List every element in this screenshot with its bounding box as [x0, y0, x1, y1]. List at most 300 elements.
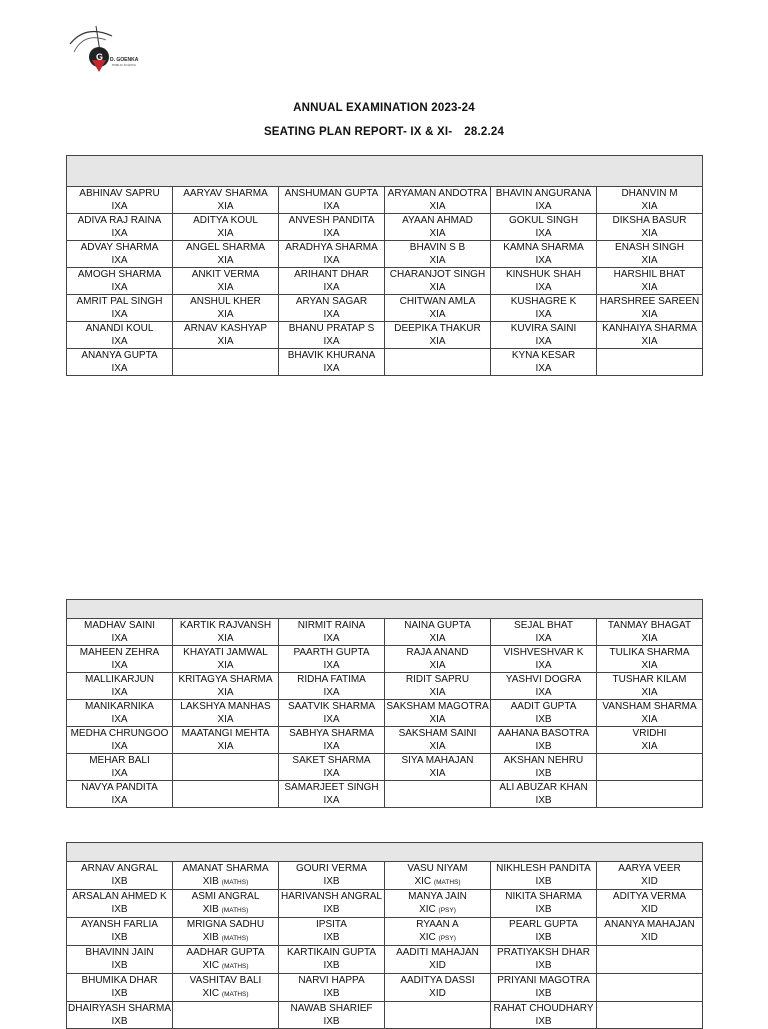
student-name: SAATVIK SHARMA	[287, 701, 376, 712]
table-row	[67, 214, 703, 241]
table-header-cell	[67, 600, 703, 619]
class-code: XIC	[202, 988, 220, 999]
student-name: PAARTH GUPTA	[293, 647, 370, 658]
seat-cell	[67, 781, 173, 808]
student-class	[279, 794, 384, 807]
table-header-row	[67, 156, 703, 187]
student-name: KAMNA SHARMA	[503, 242, 584, 253]
subject-tag: (PSY)	[438, 907, 456, 914]
seat-cell	[597, 268, 703, 295]
class-code: IXA	[111, 255, 128, 266]
student-name: ASMI ANGRAL	[191, 891, 260, 902]
seat-cell	[385, 322, 491, 349]
class-code: XIA	[217, 255, 234, 266]
student-class	[67, 200, 172, 213]
seat-cell	[279, 322, 385, 349]
seat-cell	[597, 322, 703, 349]
student-class	[67, 931, 172, 944]
seat-cell	[491, 974, 597, 1002]
class-code: IXA	[535, 201, 552, 212]
subject-tag: (MATHS)	[433, 879, 461, 886]
class-code: IXB	[111, 988, 128, 999]
subject-tag: (MATHS)	[221, 963, 249, 970]
class-code: XIA	[429, 336, 446, 347]
class-code: IXA	[323, 714, 340, 725]
student-name: DIKSHA BASUR	[612, 215, 687, 226]
table-row	[67, 781, 703, 808]
class-code: IXA	[111, 741, 128, 752]
student-class	[67, 308, 172, 321]
table-row	[67, 349, 703, 376]
class-code: IXB	[323, 960, 340, 971]
class-code: IXA	[111, 633, 128, 644]
class-code: XIA	[429, 201, 446, 212]
student-name: HARIVANSH ANGRAL	[281, 891, 382, 902]
seat-cell	[491, 619, 597, 646]
student-name: DHAIRYASH SHARMA	[68, 1003, 171, 1014]
class-code: XIA	[429, 282, 446, 293]
student-name: KARTIK RAJVANSH	[179, 620, 272, 631]
student-name: BHAVINN JAIN	[85, 947, 154, 958]
class-code: IXA	[323, 633, 340, 644]
student-class	[173, 875, 278, 889]
class-code: IXA	[323, 768, 340, 779]
student-class	[173, 959, 278, 973]
student-name: MADHAV SAINI	[84, 620, 155, 631]
class-code: IXB	[323, 904, 340, 915]
seating-table-3	[66, 842, 703, 1029]
seat-cell	[279, 727, 385, 754]
class-code: XIC	[202, 960, 220, 971]
student-class	[491, 931, 596, 944]
student-name: VISHVESHVAR K	[503, 647, 584, 658]
class-code: IXA	[323, 795, 340, 806]
student-name: MAHEEN ZEHRA	[79, 647, 160, 658]
class-code: XIA	[641, 714, 658, 725]
student-name: CHARANJOT SINGH	[389, 269, 486, 280]
class-code: XIC	[414, 876, 432, 887]
seat-cell	[173, 646, 279, 673]
student-class	[67, 686, 172, 699]
seat-cell	[279, 700, 385, 727]
student-class	[279, 931, 384, 944]
student-name: AMRIT PAL SINGH	[76, 296, 163, 307]
student-class	[279, 767, 384, 780]
student-class	[385, 903, 490, 917]
student-name: ANANYA GUPTA	[81, 350, 158, 361]
student-class	[491, 987, 596, 1000]
class-code: XIA	[429, 660, 446, 671]
student-name: NAWAB SHARIEF	[290, 1003, 373, 1014]
seat-cell	[491, 862, 597, 890]
student-class	[67, 227, 172, 240]
class-code: XID	[641, 876, 658, 887]
student-class	[279, 659, 384, 672]
student-class	[279, 987, 384, 1000]
class-code: XIA	[217, 660, 234, 671]
student-class	[597, 200, 702, 213]
class-code: IXB	[111, 960, 128, 971]
table-row	[67, 727, 703, 754]
table-row	[67, 187, 703, 214]
student-name: SABHYA SHARMA	[289, 728, 374, 739]
student-class	[597, 686, 702, 699]
seat-cell	[385, 946, 491, 974]
class-code: XIA	[641, 687, 658, 698]
student-name: DEEPIKA THAKUR	[394, 323, 481, 334]
seat-cell	[173, 349, 279, 376]
class-code: XIA	[429, 633, 446, 644]
class-code: XIA	[641, 741, 658, 752]
seat-cell	[491, 349, 597, 376]
student-class	[173, 308, 278, 321]
seat-cell	[491, 1002, 597, 1029]
class-code: XIA	[217, 741, 234, 752]
student-class	[597, 659, 702, 672]
seat-cell	[385, 918, 491, 946]
table-row	[67, 268, 703, 295]
table-row	[67, 754, 703, 781]
student-class	[279, 227, 384, 240]
class-code: IXA	[111, 768, 128, 779]
class-code: XIA	[217, 687, 234, 698]
student-class	[67, 362, 172, 375]
student-name: ANKIT VERMA	[191, 269, 260, 280]
class-code: IXB	[535, 714, 552, 725]
student-class	[385, 987, 490, 1000]
class-code: XIA	[217, 336, 234, 347]
student-class	[67, 281, 172, 294]
student-class	[385, 281, 490, 294]
svg-text:G: G	[96, 52, 104, 62]
student-name: ANSHUL KHER	[190, 296, 261, 307]
student-name: ARNAV KASHYAP	[184, 323, 267, 334]
student-name: SIYA MAHAJAN	[401, 755, 474, 766]
student-name: KYNA KESAR	[511, 350, 576, 361]
student-name: TUSHAR KILAM	[612, 674, 687, 685]
student-class	[67, 1015, 172, 1028]
class-code: IXA	[535, 309, 552, 320]
table-row	[67, 646, 703, 673]
class-code: IXA	[111, 201, 128, 212]
student-class	[67, 767, 172, 780]
student-class	[385, 713, 490, 726]
student-class	[597, 875, 702, 888]
class-code: XID	[429, 988, 446, 999]
student-class	[173, 200, 278, 213]
student-class	[279, 903, 384, 916]
student-name: ANANYA MAHAJAN	[604, 919, 695, 930]
student-name: KARTIKAIN GUPTA	[286, 947, 377, 958]
student-name: BHAVIN S B	[409, 242, 466, 253]
student-class	[597, 740, 702, 753]
seating-table-2	[66, 599, 703, 808]
seat-cell	[279, 214, 385, 241]
report-subtitle: SEATING PLAN REPORT- IX & XI-	[263, 126, 453, 138]
table-row	[67, 890, 703, 918]
seat-cell	[385, 187, 491, 214]
student-name: RYAAN A	[416, 919, 459, 930]
student-class	[385, 632, 490, 645]
student-name: MANIKARNIKA	[85, 701, 154, 712]
table-row	[67, 673, 703, 700]
student-name: VASHITAV BALI	[189, 975, 262, 986]
seat-cell	[67, 619, 173, 646]
student-name: BHANU PRATAP S	[288, 323, 375, 334]
student-class	[173, 254, 278, 267]
class-code: IXA	[111, 660, 128, 671]
student-class	[491, 281, 596, 294]
student-name: GOKUL SINGH	[508, 215, 579, 226]
class-code: IXA	[535, 633, 552, 644]
seat-cell	[67, 322, 173, 349]
class-code: IXA	[111, 795, 128, 806]
student-class	[279, 959, 384, 972]
seat-cell	[67, 918, 173, 946]
student-class	[67, 740, 172, 753]
table-row	[67, 918, 703, 946]
seat-cell	[491, 295, 597, 322]
student-class	[491, 767, 596, 780]
student-name: ARNAV ANGRAL	[80, 863, 159, 874]
student-class	[385, 227, 490, 240]
seat-cell	[597, 700, 703, 727]
student-class	[491, 794, 596, 807]
seat-cell	[67, 754, 173, 781]
student-class	[597, 713, 702, 726]
class-code: IXA	[323, 255, 340, 266]
seat-cell	[385, 673, 491, 700]
seat-cell	[597, 918, 703, 946]
student-class	[173, 659, 278, 672]
student-name: KUSHAGRE K	[510, 296, 577, 307]
student-class	[173, 335, 278, 348]
table-row	[67, 241, 703, 268]
class-code: IXA	[111, 714, 128, 725]
class-code: IXA	[535, 336, 552, 347]
seat-cell	[173, 727, 279, 754]
seat-cell	[173, 862, 279, 890]
student-name: RIDIT SAPRU	[405, 674, 470, 685]
student-class	[491, 362, 596, 375]
student-name: ENASH SINGH	[615, 242, 684, 253]
seat-cell	[173, 1002, 279, 1029]
student-name: SAMARJEET SINGH	[284, 782, 379, 793]
student-class	[491, 1015, 596, 1028]
class-code: XIA	[641, 336, 658, 347]
seat-cell	[173, 619, 279, 646]
table-row	[67, 619, 703, 646]
student-class	[279, 1015, 384, 1028]
student-name: ADVAY SHARMA	[80, 242, 159, 253]
seat-cell	[67, 1002, 173, 1029]
student-class	[597, 931, 702, 944]
seat-cell	[491, 918, 597, 946]
student-name: MRIGNA SADHU	[186, 919, 265, 930]
student-name: ALI ABUZAR KHAN	[499, 782, 588, 793]
seat-cell	[597, 727, 703, 754]
seat-cell	[173, 946, 279, 974]
class-code: IXB	[535, 1016, 552, 1027]
student-class	[597, 632, 702, 645]
student-name: PRATIYAKSH DHAR	[497, 947, 590, 958]
seat-cell	[173, 918, 279, 946]
student-name: AYANSH FARLIA	[81, 919, 158, 930]
subject-tag: (MATHS)	[221, 935, 249, 942]
student-name: MAATANGI MEHTA	[181, 728, 270, 739]
student-name: ARSALAN AHMED K	[72, 891, 167, 902]
seat-cell	[385, 268, 491, 295]
class-code: XIC	[419, 904, 436, 915]
svg-text:D. GOENKA: D. GOENKA	[110, 57, 139, 63]
student-name: DHANVIN M	[621, 188, 678, 199]
subject-tag: (MATHS)	[221, 991, 249, 998]
class-code: IXA	[111, 228, 128, 239]
seat-cell	[597, 241, 703, 268]
student-class	[491, 740, 596, 753]
student-name: KUVIRA SAINI	[510, 323, 577, 334]
student-class	[173, 281, 278, 294]
seat-cell	[173, 673, 279, 700]
seat-cell	[279, 890, 385, 918]
class-code: IXB	[535, 932, 552, 943]
student-class	[491, 335, 596, 348]
seating-table-1	[66, 155, 703, 376]
student-name: NIKITA SHARMA	[505, 891, 582, 902]
seat-cell	[385, 214, 491, 241]
class-code: IXA	[323, 201, 340, 212]
seat-cell	[173, 268, 279, 295]
seat-cell	[491, 646, 597, 673]
student-class	[491, 227, 596, 240]
student-name: ADITYA KOUL	[193, 215, 258, 226]
student-name: AADHAR GUPTA	[186, 947, 265, 958]
class-code: IXA	[535, 660, 552, 671]
seat-cell	[67, 295, 173, 322]
class-code: XIA	[641, 282, 658, 293]
seat-cell	[385, 646, 491, 673]
student-class	[67, 659, 172, 672]
seat-cell	[385, 349, 491, 376]
student-class	[385, 308, 490, 321]
class-code: IXA	[323, 228, 340, 239]
seat-cell	[597, 295, 703, 322]
seat-cell	[597, 1002, 703, 1029]
class-code: XIA	[641, 660, 658, 671]
class-code: IXA	[111, 363, 128, 374]
seat-cell	[385, 781, 491, 808]
seat-cell	[67, 241, 173, 268]
class-code: XIC	[419, 932, 436, 943]
student-name: NIRMIT RAINA	[297, 620, 366, 631]
student-class	[491, 686, 596, 699]
student-name: NIKHLESH PANDITA	[496, 863, 591, 874]
seat-cell	[67, 890, 173, 918]
seat-cell	[491, 673, 597, 700]
seat-cell	[67, 700, 173, 727]
class-code: IXB	[535, 768, 552, 779]
student-class	[279, 713, 384, 726]
student-name: LAKSHYA MANHAS	[180, 701, 271, 712]
student-class	[279, 632, 384, 645]
seat-cell	[67, 214, 173, 241]
student-class	[597, 335, 702, 348]
student-name: ABHINAV SAPRU	[79, 188, 160, 199]
seat-cell	[597, 187, 703, 214]
student-name: AAHANA BASOTRA	[497, 728, 590, 739]
school-logo-icon	[66, 22, 148, 76]
table-row	[67, 1002, 703, 1029]
svg-text:PUBLIC SCHOOL: PUBLIC SCHOOL	[112, 63, 137, 67]
student-name: BHUMIKA DHAR	[81, 975, 158, 986]
seat-cell	[385, 862, 491, 890]
student-class	[491, 632, 596, 645]
student-class	[279, 686, 384, 699]
student-name: MANYA JAIN	[408, 891, 467, 902]
table-row	[67, 974, 703, 1002]
class-code: IXB	[323, 876, 340, 887]
seat-cell	[67, 862, 173, 890]
class-code: XIA	[217, 714, 234, 725]
student-class	[67, 713, 172, 726]
student-name: KRITAGYA SHARMA	[178, 674, 273, 685]
seat-cell	[385, 700, 491, 727]
student-name: ARADHYA SHARMA	[285, 242, 378, 253]
seat-cell	[597, 754, 703, 781]
class-code: XIA	[217, 282, 234, 293]
subject-tag: (MATHS)	[221, 907, 249, 914]
student-class	[173, 740, 278, 753]
student-class	[67, 987, 172, 1000]
student-name: KANHAIYA SHARMA	[602, 323, 697, 334]
class-code: IXB	[535, 876, 552, 887]
seat-cell	[597, 619, 703, 646]
class-code: XIA	[641, 309, 658, 320]
class-code: XIA	[429, 714, 446, 725]
table-row	[67, 946, 703, 974]
class-code: XIB	[202, 932, 219, 943]
school-logo	[66, 22, 148, 76]
seat-cell	[491, 187, 597, 214]
student-class	[67, 254, 172, 267]
student-name: NAINA GUPTA	[404, 620, 471, 631]
student-class	[279, 740, 384, 753]
student-name: PEARL GUPTA	[509, 919, 578, 930]
class-code: XIA	[217, 309, 234, 320]
student-class	[385, 254, 490, 267]
student-name: ANVESH PANDITA	[288, 215, 375, 226]
class-code: XIB	[202, 904, 219, 915]
student-name: RAHAT CHOUDHARY	[493, 1003, 594, 1014]
student-class	[279, 875, 384, 888]
student-class	[279, 362, 384, 375]
student-class	[491, 200, 596, 213]
seat-cell	[279, 241, 385, 268]
class-code: IXB	[535, 904, 552, 915]
student-class	[597, 227, 702, 240]
seat-cell	[597, 673, 703, 700]
class-code: IXA	[323, 687, 340, 698]
seat-cell	[279, 619, 385, 646]
student-class	[279, 308, 384, 321]
student-name: SAKSHAM SAINI	[398, 728, 477, 739]
student-class	[385, 931, 490, 945]
student-class	[597, 281, 702, 294]
seat-cell	[279, 349, 385, 376]
page-title: ANNUAL EXAMINATION 2023-24	[293, 102, 475, 114]
student-name: YASHVI DOGRA	[505, 674, 582, 685]
class-code: IXB	[535, 741, 552, 752]
